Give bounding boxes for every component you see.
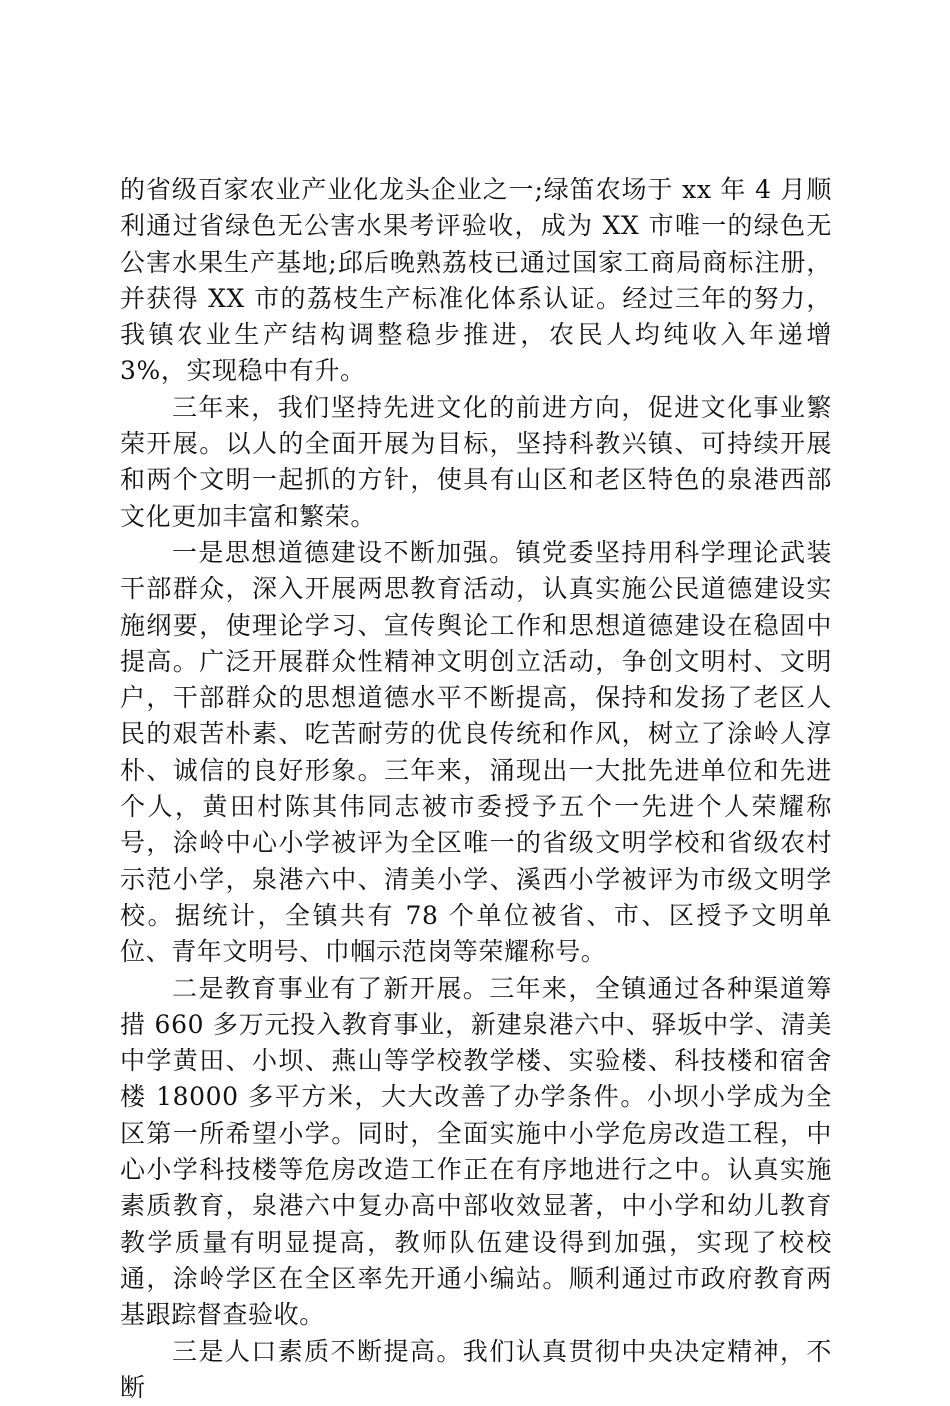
paragraph-education: 二是教育事业有了新开展。三年来，全镇通过各种渠道筹措 660 多万元投入教育事业，新建泉港六中、驿坂中学、清美中学黄田、小坝、燕山等学校教学楼、实验楼、科技楼和宿舍楼 18000 多平方米，大大改善了办学条件。小坝小学成为全区第一所希望小学。同时，全面实施中小学危房改造工程，中心小学科技楼等危房改造工作正在有序地进行之中。认真实施素质教育，泉港六中复办高中部收效显著，中小学和幼儿教育教学质量有明显提高，教师队伍建设得到加强，实现了校校通，涂岭学区在全区率先开通小编站。顺利通过市政府教育两基跟踪督查验收。 bbox=[120, 971, 832, 1334]
paragraph-moral-construction: 一是思想道德建设不断加强。镇党委坚持用科学理论武装干部群众，深入开展两思教育活动，认真实施公民道德建设实施纲要，使理论学习、宣传舆论工作和思想道德建设在稳固中提高。广泛开展群众性精神文明创立活动，争创文明村、文明户，干部群众的思想道德水平不断提高，保持和发扬了老区人民的艰苦朴素、吃苦耐劳的优良传统和作风，树立了涂岭人淳朴、诚信的良好形象。三年来，涌现出一大批先进单位和先进个人，黄田村陈其伟同志被市委授予五个一先进个人荣耀称号，涂岭中心小学被评为全区唯一的省级文明学校和省级农村示范小学，泉港六中、清美小学、溪西小学被评为市级文明学校。据统计，全镇共有 78 个单位被省、市、区授予文明单位、青年文明号、巾帼示范岗等荣耀称号。 bbox=[120, 535, 832, 971]
document-body bbox=[120, 172, 832, 1406]
paragraph-agriculture-continuation: 的省级百家农业产业化龙头企业之一;绿笛农场于 xx 年 4 月顺利通过省绿色无公害水果考评验收，成为 XX 市唯一的绿色无公害水果生产基地;邱后晚熟荔枝已通过国家工商局商标注册，并获得 XX 市的荔枝生产标准化体系认证。经过三年的努力，我镇农业生产结构调整稳步推进，农民人均纯收入年递增 3%，实现稳中有升。 bbox=[120, 172, 832, 390]
paragraph-population-quality: 三是人口素质不断提高。我们认真贯彻中央决定精神，不断 bbox=[120, 1334, 832, 1406]
paragraph-culture-intro: 三年来，我们坚持先进文化的前进方向，促进文化事业繁荣开展。以人的全面开展为目标，坚持科教兴镇、可持续开展和两个文明一起抓的方针，使具有山区和老区特色的泉港西部文化更加丰富和繁荣。 bbox=[120, 390, 832, 535]
